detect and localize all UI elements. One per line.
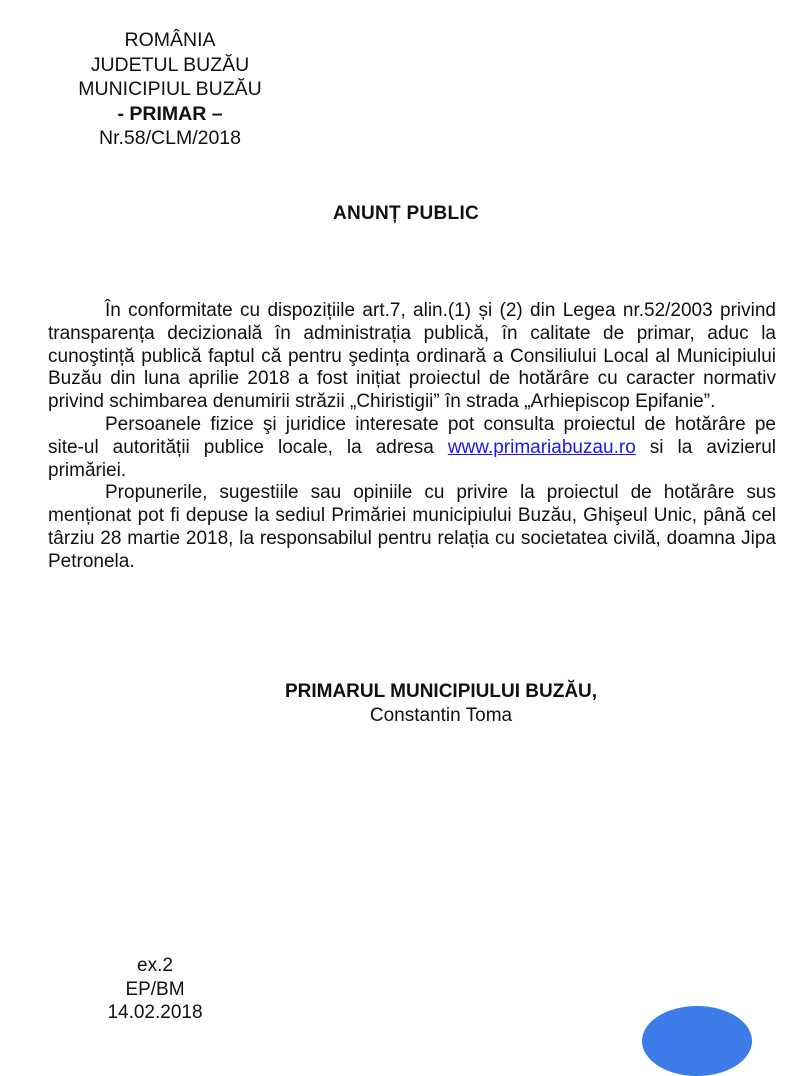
document-date: 14.02.2018: [107, 1002, 203, 1023]
municipality-line: MUNICIPIUL BUZĂU: [78, 78, 262, 100]
copies-count: ex.2: [137, 955, 173, 976]
consultation-tail: si la avizierul primăriei.: [48, 436, 777, 481]
registration-number: Nr.58/CLM/2018: [99, 127, 241, 149]
author-initials: EP/BM: [125, 978, 185, 1000]
signature-name: Constantin Toma: [369, 705, 513, 726]
page-title: ANUNȚ PUBLIC: [332, 203, 480, 224]
paragraph-submissions: Propunerile, sugestiile sau opiniile cu privire la proiectul de hotărâre sus menționat pot fi depuse la sediul Primăriei municipiului Buzău, Ghişeul Unic, până cel târziu 28 martie 2018, la responsabilul pentru relația cu societatea civilă, doamna Jipa Petronela.: [48, 482, 776, 572]
paragraph-legal-basis: În conformitate cu dispozițiile art.7, alin.(1) și (2) din Legea nr.52/2003 privind transparența decizională în administrația publică, în calitate de primar, aduc la cunoştință publică faptul că pentru şedința ordinară a Consiliului Local al Municipiului Buzău din luna aprilie 2018 a fost inițiat proiectul de hotărâre cu caracter normativ privind schimbarea denumirii străzii „Chiristigii” în strada „Arhiepiscop Epifanie”.: [48, 300, 776, 413]
announcement-body: [48, 300, 776, 574]
floating-action-button[interactable]: [642, 1006, 752, 1076]
office-line: - PRIMAR –: [117, 102, 223, 125]
document-footer: [90, 954, 220, 1025]
website-link[interactable]: www.primariabuzau.ro: [447, 436, 636, 458]
county-line: JUDETUL BUZĂU: [90, 53, 250, 76]
signature-block: [0, 680, 812, 728]
document-header: [40, 28, 300, 151]
paragraph-consultation: [48, 414, 776, 482]
country-line: ROMÂNIA: [124, 29, 216, 51]
signature-role: PRIMARUL MUNICIPIULUI BUZĂU,: [284, 681, 598, 702]
consultation-text: Persoanele fizice şi juridice interesate pot consulta proiectul de hotărâre pe site-ul autorității publice locale, la adresa: [48, 413, 776, 458]
